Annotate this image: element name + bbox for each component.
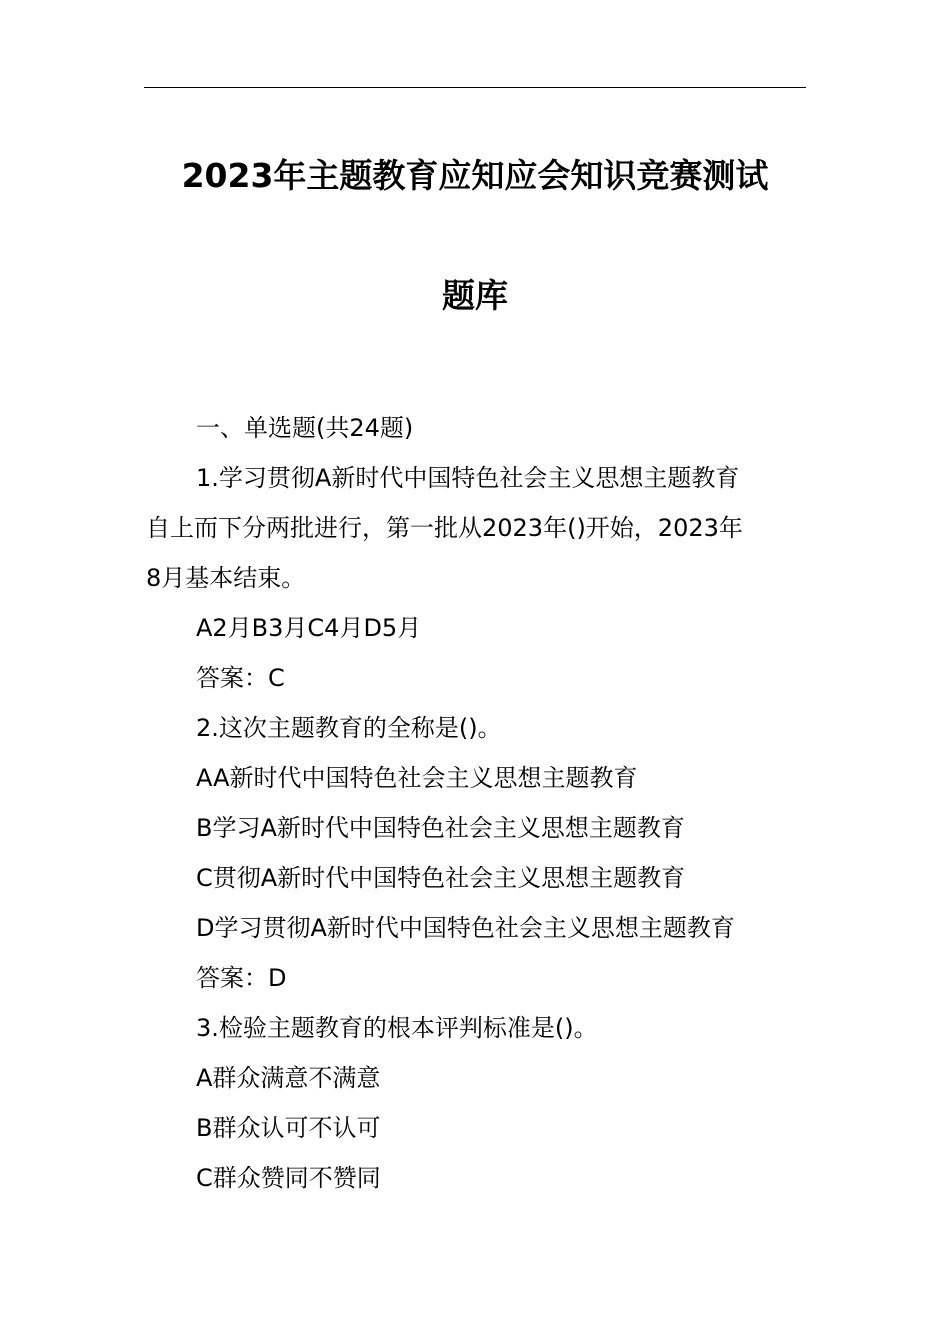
question-2-answer: 答案：D — [196, 964, 287, 992]
question-2-option-c: C贯彻A新时代中国特色社会主义思想主题教育 — [196, 864, 686, 892]
question-3-option-a: A群众满意不满意 — [196, 1064, 381, 1092]
question-1-answer: 答案：C — [196, 664, 285, 692]
question-3-stem: 3.检验主题教育的根本评判标准是()。 — [196, 1014, 598, 1042]
question-2-stem: 2.这次主题教育的全称是()。 — [196, 714, 502, 742]
question-3-option-b: B群众认可不认可 — [196, 1114, 381, 1142]
question-3-option-c: C群众赞同不赞同 — [196, 1164, 381, 1192]
question-1-stem-line-1: 1.学习贯彻A新时代中国特色社会主义思想主题教育 — [196, 464, 740, 492]
section-heading: 一、单选题(共24题) — [196, 414, 414, 442]
document-title-line-1: 2023年主题教育应知应会知识竞赛测试 — [181, 156, 769, 195]
question-2-option-b: B学习A新时代中国特色社会主义思想主题教育 — [196, 814, 685, 842]
document-title-line-2: 题库 — [442, 276, 508, 315]
question-1-options: A2月B3月C4月D5月 — [196, 614, 422, 642]
question-2-option-d: D学习贯彻A新时代中国特色社会主义思想主题教育 — [196, 914, 735, 942]
question-2-option-a: AA新时代中国特色社会主义思想主题教育 — [196, 764, 638, 792]
header-rule — [144, 87, 806, 88]
question-1-stem-line-3: 8月基本结束。 — [146, 564, 306, 592]
question-1-stem-line-2: 自上而下分两批进行，第一批从2023年()开始，2023年 — [146, 514, 743, 542]
